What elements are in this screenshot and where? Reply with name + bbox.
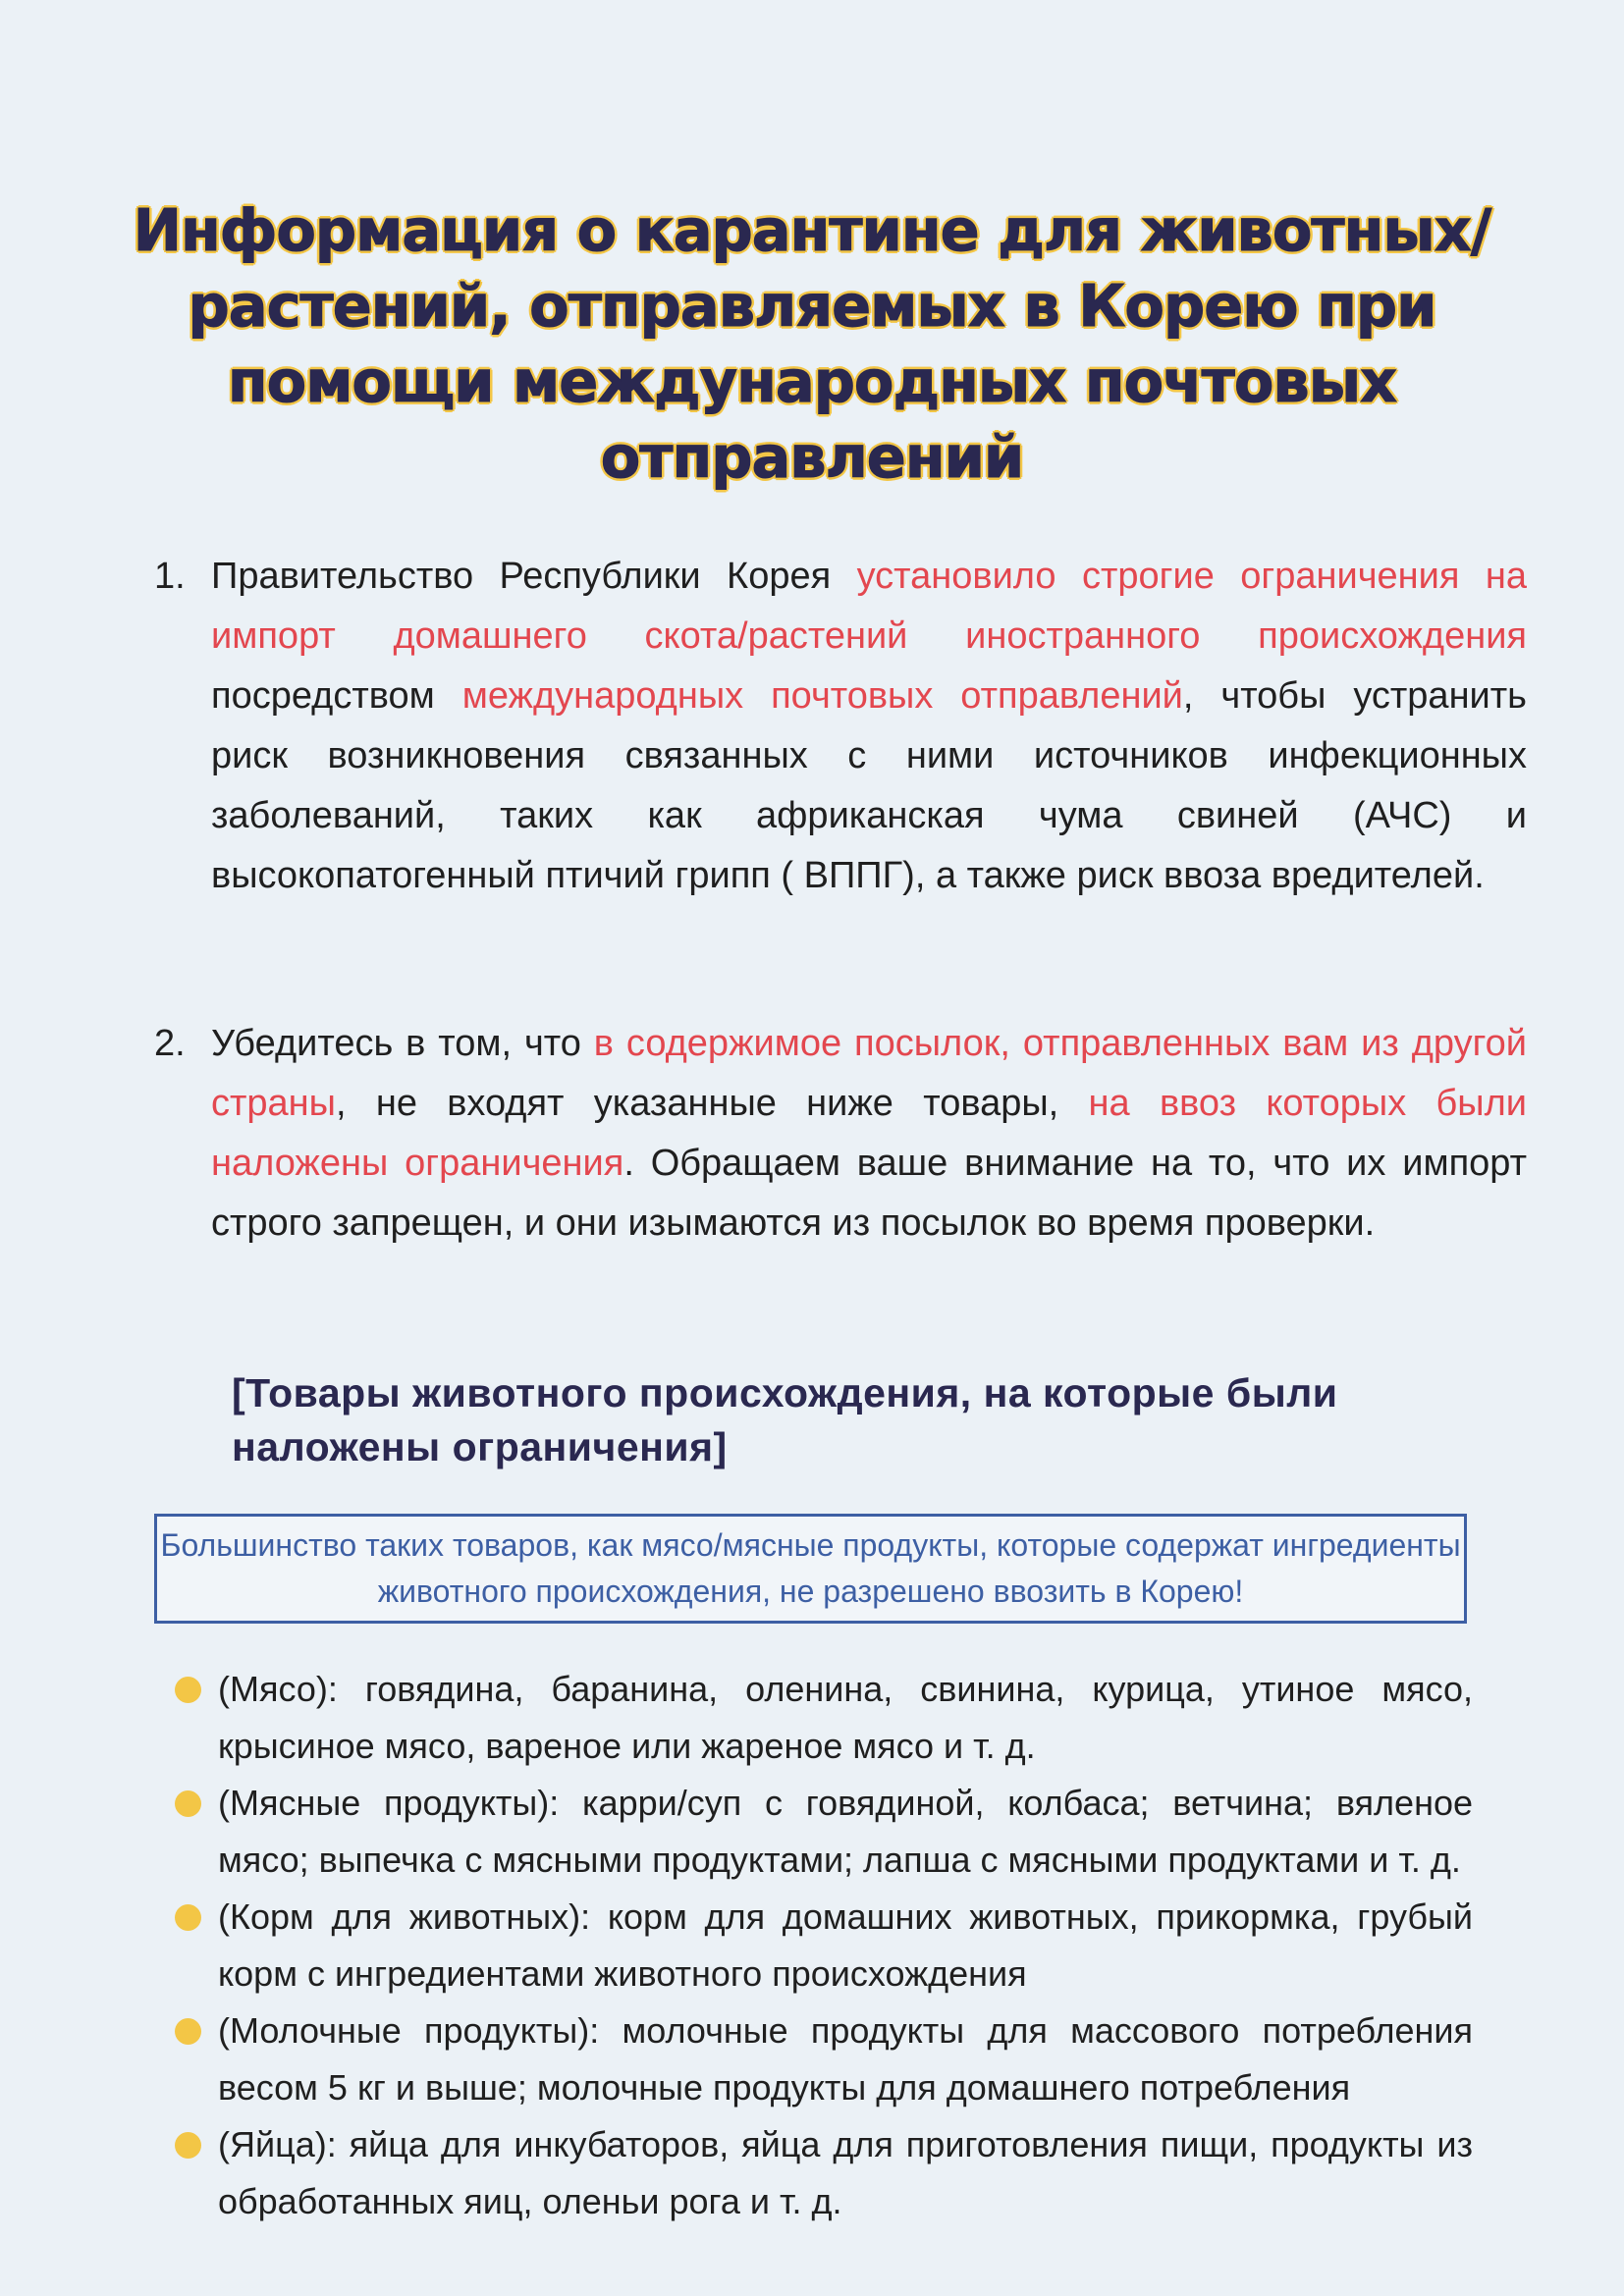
bullet-icon (175, 1677, 201, 1703)
text-segment: . Обращаем ваше внимание на то, что их импорт строго запрещен, и они изымаются из посылок во время проверки. (211, 1143, 1527, 1244)
page-title: Информация о карантине для животных/растений, отправляемых в Корею при помощи международных почтовых отправлений (133, 196, 1491, 491)
text-segment: Убедитесь в том, что (211, 1023, 594, 1064)
paragraph-number: 1. (154, 556, 186, 597)
paragraph-2 (154, 1014, 1527, 1254)
bullet-icon (175, 1904, 201, 1931)
highlighted-segment: установило строгие ограничения на импорт домашнего скота/растений иностранного происхождения (211, 556, 1527, 657)
restricted-items-list (167, 1661, 1473, 2230)
list-item (167, 1661, 1473, 1775)
highlighted-segment: в содержимое посылок, отправленных вам из другой страны (211, 1023, 1527, 1124)
list-item-text: (Корм для животных): корм для домашних животных, прикормка, грубый корм с ингредиентами животного происхождения (218, 1896, 1473, 1994)
paragraph-number: 2. (154, 1023, 186, 1064)
bullet-icon (175, 1790, 201, 1817)
notice-text: Большинство таких товаров, как мясо/мясные продукты, которые содержат ингредиенты животного происхождения, не разрешено ввозить в Корею! (160, 1527, 1461, 1609)
notice-box (154, 1514, 1467, 1624)
highlighted-segment: на ввоз которых были наложены ограничения (211, 1083, 1527, 1184)
text-segment: Правительство Республики Корея (211, 556, 857, 597)
text-segment: , не входят указанные ниже товары, (335, 1083, 1089, 1124)
list-item-text: (Мясные продукты): карри/суп с говядиной, колбаса; ветчина; вяленое мясо; выпечка с мясными продуктами; лапша с мясными продуктами и т. д. (218, 1783, 1473, 1880)
list-item (167, 1775, 1473, 1889)
list-item (167, 2002, 1473, 2116)
highlighted-segment: международных почтовых отправлений (461, 675, 1183, 717)
paragraph-1 (154, 547, 1527, 906)
list-item (167, 2116, 1473, 2230)
list-item (167, 1889, 1473, 2002)
text-segment: , чтобы устранить риск возникновения связанных с ними источников инфекционных заболеваний, таких как африканская чума свиней (АЧС) и высокопатогенный птичий грипп ( ВППГ), а также риск ввоза вредителей. (211, 675, 1527, 896)
list-item-text: (Яйца): яйца для инкубаторов, яйца для приготовления пищи, продукты из обработанных яиц, оленьи рога и т. д. (218, 2124, 1473, 2221)
list-item-text: (Молочные продукты): молочные продукты для массового потребления весом 5 кг и выше; молочные продукты для домашнего потребления (218, 2010, 1473, 2108)
bullet-icon (175, 2132, 201, 2159)
bullet-icon (175, 2018, 201, 2045)
section-heading: [Товары животного происхождения, на которые были наложены ограничения] (232, 1370, 1338, 1469)
text-segment: посредством (211, 675, 462, 717)
list-item-text: (Мясо): говядина, баранина, оленина, свинина, курица, утиное мясо, крысиное мясо, вареное или жареное мясо и т. д. (218, 1669, 1473, 1766)
